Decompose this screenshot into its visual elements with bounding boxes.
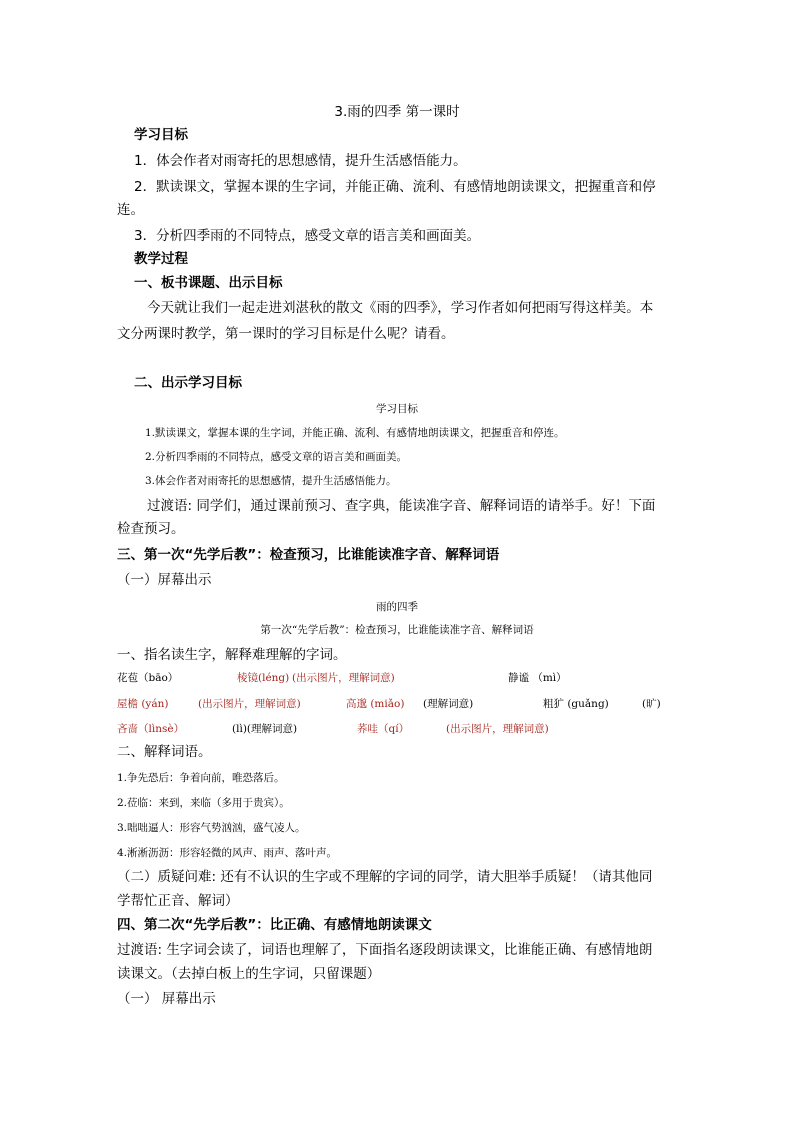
vocab-note: (出示图片，理解词意) [446, 723, 549, 735]
transition-2: 过渡语: 生字词会读了，词语也理解了，下面指名逐段朗读课文，比谁能正确、有感情地朗 [117, 942, 653, 958]
subsection-1: （一）屏幕出示 [117, 572, 212, 588]
slide1-line-3: 3.体会作者对雨寄托的思想感情，提升生活感悟能力。 [145, 475, 397, 487]
vocab-note: (lì)(理解词意) [232, 723, 298, 735]
goal-2-cont: 连。 [117, 202, 144, 218]
vocab-gaomiao: 高邈 (miǎo) [346, 698, 405, 710]
vocab-qiwa: 荞哇（qí） [357, 723, 410, 735]
word-4: 4.淅淅沥沥：形容轻微的风声、雨声、落叶声。 [117, 847, 338, 859]
vocab-note: (出示图片，理解词意) [198, 698, 301, 710]
word-1: 1.争先恐后：争着向前，唯恐落后。 [117, 772, 285, 784]
slide1-line-1: 1.默读课文，掌握本课的生字词，并能正确、流利、有感情地朗读课文，把握重音和停连。 [145, 427, 565, 439]
word-2: 2.莅临：来到，来临（多用于贵宾）。 [117, 797, 290, 809]
vocab-huabao: 花苞（bāo） [117, 672, 179, 684]
goals-heading: 学习目标 [134, 127, 188, 143]
transition-1: 过渡语: 同学们，通过课前预习、查字典，能读准字音、解释词语的请举手。好！下面 [147, 498, 656, 514]
vocab-lengjing: 棱镜(léng) [237, 672, 290, 684]
vocab-note: (出示图片，理解词意) [292, 672, 395, 684]
goal-2: 2．默读课文，掌握本课的生字词，并能正确、流利、有感情地朗读课文，把握重音和停 [134, 179, 656, 195]
subsection-3: （一） 屏幕出示 [117, 991, 216, 1007]
vocab-note: (理解词意) [423, 698, 474, 710]
word-3: 3.咄咄逼人：形容气势汹汹，盛气凌人。 [117, 822, 306, 834]
task-1: 一、指名读生字，解释难理解的字词。 [117, 647, 347, 663]
intro-text-cont: 文分两课时教学，第一课时的学习目标是什么呢？请看。 [117, 326, 455, 342]
transition-1-cont: 检查预习。 [117, 521, 185, 537]
vocab-linse: 吝啬（lìnsè） [117, 723, 185, 735]
intro-text: 今天就让我们一起走进刘湛秋的散文《雨的四季》，学习作者如何把雨写得这样美。本 [147, 300, 654, 316]
subsection-2-cont: 学帮忙正音、解词） [117, 893, 239, 909]
slide1-title: 学习目标 [376, 403, 418, 415]
vocab-cuguang: 粗犷 (guǎng) [543, 698, 609, 710]
section-2-heading: 二、出示学习目标 [134, 375, 242, 391]
process-heading: 教学过程 [134, 251, 188, 267]
goal-1: 1．体会作者对雨寄托的思想感情，提升生活感悟能力。 [134, 153, 467, 169]
vocab-kuang: (旷) [642, 698, 661, 710]
slide2-title: 雨的四季 [376, 601, 418, 613]
transition-2-cont: 读课文。（去掉白板上的生字词，只留课题） [117, 966, 381, 982]
goal-3: 3．分析四季雨的不同特点，感受文章的语言美和画面美。 [134, 228, 481, 244]
subsection-2: （二）质疑问难: 还有不认识的生字或不理解的字词的同学，请大胆举手质疑！（请其他同 [117, 869, 653, 885]
section-4-heading: 四、第二次“先学后教”：比正确、有感情地朗读课文 [117, 917, 432, 933]
vocab-wuyan: 屋檐 (yán) [117, 698, 169, 710]
task-2: 二、解释词语。 [117, 744, 212, 760]
slide1-line-2: 2.分析四季雨的不同特点，感受文章的语言美和画面美。 [145, 451, 408, 463]
vocab-jingmi: 静谧 （mì） [508, 672, 567, 684]
section-1-heading: 一、板书课题、出示目标 [134, 275, 283, 291]
section-3-heading: 三、第一次“先学后教”：检查预习，比谁能读准字音、解释词语 [117, 547, 500, 563]
slide2-subtitle: 第一次“先学后教”：检查预习，比谁能读准字音、解释词语 [260, 624, 534, 636]
page-title: 3.雨的四季 第一课时 [334, 104, 460, 120]
